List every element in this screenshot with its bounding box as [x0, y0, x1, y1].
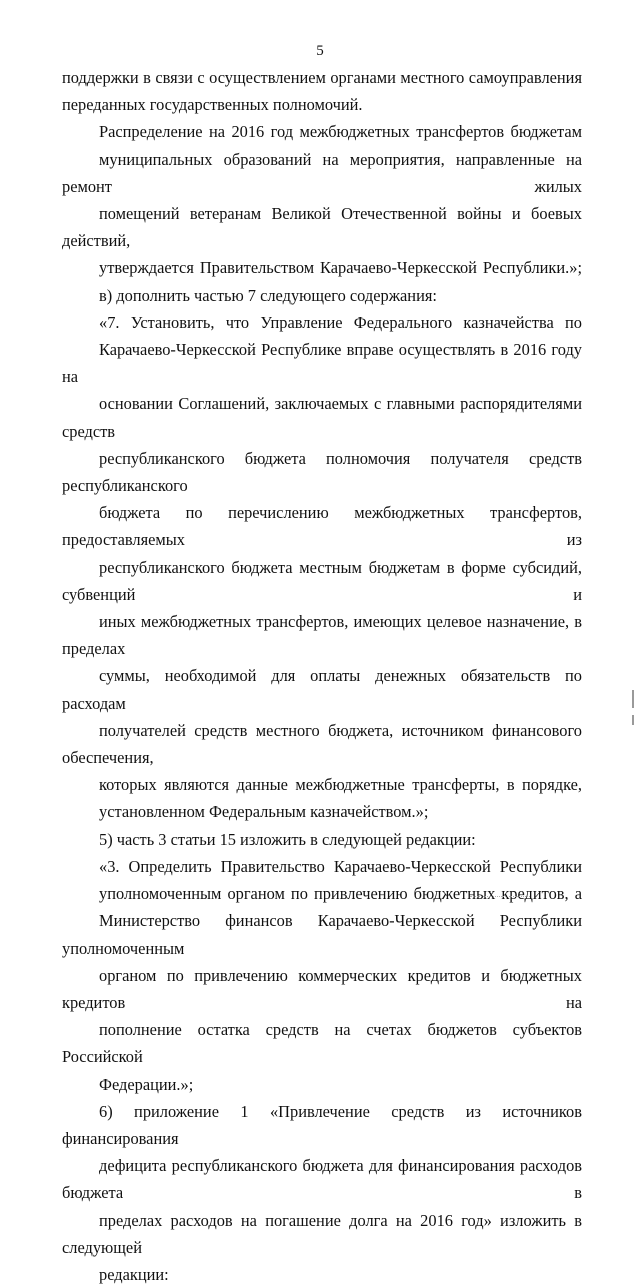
text-line: Министерство финансов Карачаево-Черкесской Республики уполномоченным: [62, 911, 582, 958]
text-line: уполномоченным органом по привлечению бюджетных кредитов, а: [99, 884, 582, 904]
text-line: которых являются данные межбюджетные трансферты, в порядке,: [99, 775, 582, 795]
text-line: Федерации.»;: [99, 1074, 194, 1094]
text-line: 6) приложение 1 «Привлечение средств из источников финансирования: [62, 1101, 582, 1148]
text-line: в) дополнить частью 7 следующего содержания:: [99, 285, 437, 305]
document-body: [62, 64, 582, 1288]
text-line: пополнение остатка средств на счетах бюджетов субъектов Российской: [62, 1020, 582, 1067]
text-line: «7. Установить, что Управление Федерального казначейства по: [99, 312, 582, 332]
page-number: 5: [316, 43, 324, 59]
paragraph-continuation: [62, 64, 582, 118]
paragraph-part-3: [62, 853, 582, 1098]
paragraph-part-7: [62, 309, 582, 826]
paragraph-appendix-1: [62, 1098, 582, 1288]
text-line: Карачаево-Черкесской Республике вправе осуществлять в 2016 году на: [62, 340, 582, 387]
text-line: переданных государственных полномочий.: [62, 95, 363, 115]
text-line: утверждается Правительством Карачаево-Черкесской Республики.»;: [99, 258, 582, 278]
text-line: пределах расходов на погашение долга на 2016 год» изложить в следующей: [62, 1210, 582, 1257]
text-line: редакции:: [99, 1264, 169, 1284]
text-line: республиканского бюджета местным бюджетам в форме субсидий, субвенций и: [62, 557, 582, 604]
text-line: республиканского бюджета полномочия получателя средств республиканского: [62, 448, 582, 496]
text-line: поддержки в связи с осуществлением органами местного самоуправления: [62, 68, 582, 87]
paragraph-distribution: [62, 118, 582, 281]
text-line: Распределение на 2016 год межбюджетных трансфертов бюджетам: [99, 122, 582, 142]
text-line: дефицита республиканского бюджета для финансирования расходов бюджета в: [62, 1156, 582, 1203]
text-line: органом по привлечению коммерческих кредитов и бюджетных кредитов на: [62, 965, 582, 1012]
text-line: муниципальных образований на мероприятия, направленные на ремонт жилых: [62, 149, 582, 196]
scan-edge-mark: [632, 690, 634, 708]
text-line: бюджета по перечислению межбюджетных трансфертов, предоставляемых из: [62, 503, 582, 550]
scan-edge-mark: [632, 715, 634, 725]
text-line: помещений ветеранам Великой Отечественной войны и боевых действий,: [62, 204, 582, 251]
text-line: суммы, необходимой для оплаты денежных обязательств по расходам: [62, 666, 582, 713]
paragraph-article-15: [62, 826, 582, 853]
scan-artifact: [470, 896, 530, 899]
text-line: получателей средств местного бюджета, источником финансового обеспечения,: [62, 720, 582, 768]
text-line: иных межбюджетных трансфертов, имеющих целевое назначение, в пределах: [62, 612, 582, 659]
text-line: «3. Определить Правительство Карачаево-Черкесской Республики: [99, 856, 582, 876]
text-line: основании Соглашений, заключаемых с главными распорядителями средств: [62, 394, 582, 441]
text-line: установленном Федеральным казначейством.»;: [99, 802, 429, 822]
text-line: 5) часть 3 статьи 15 изложить в следующей редакции:: [99, 829, 476, 849]
paragraph-add-part-7: [62, 282, 582, 309]
